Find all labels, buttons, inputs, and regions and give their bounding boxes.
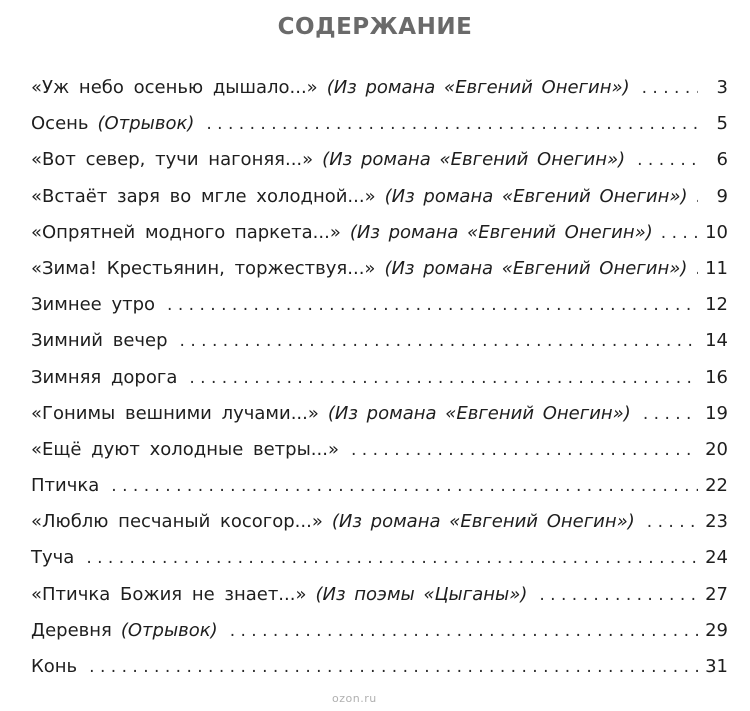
entry-page-number: 10 [705, 221, 728, 243]
toc-entry [31, 504, 728, 540]
entry-source-note: (Из романа «Евгений Онегин») [331, 511, 635, 533]
entry-source-note: (Отрывок) [97, 113, 195, 135]
entry-title: Осень [31, 113, 89, 135]
entry-source-note: (Из романа «Евгений Онегин») [326, 77, 630, 98]
table-of-contents [31, 70, 728, 685]
entry-page-number: 23 [705, 511, 728, 533]
toc-entry [31, 432, 728, 468]
dot-leader [230, 613, 698, 649]
dot-leader [539, 577, 698, 613]
dot-leader [642, 70, 698, 106]
entry-title: «Уж небо осенью дышало...» [31, 77, 318, 98]
entry-title: Птичка [31, 475, 100, 497]
entry-source-note: (Из поэмы «Цыганы») [315, 583, 528, 605]
entry-title: «Гонимы вешними лучами...» [31, 402, 319, 424]
entry-source-note: (Из романа «Евгений Онегин») [384, 185, 688, 207]
toc-entry [31, 360, 728, 396]
dot-leader [206, 106, 698, 142]
entry-page-number: 9 [716, 185, 728, 207]
dot-leader [696, 179, 698, 215]
dot-leader [180, 323, 698, 359]
entry-title: Туча [31, 547, 75, 569]
entry-title: «Птичка Божия не знает...» [31, 583, 307, 605]
toc-entry [31, 396, 728, 432]
entry-page-number: 11 [705, 257, 728, 279]
dot-leader [89, 649, 698, 685]
dot-leader [111, 468, 698, 504]
toc-entry [31, 179, 728, 215]
toc-entry [31, 577, 728, 613]
entry-page-number: 19 [705, 402, 728, 424]
dot-leader [189, 360, 698, 396]
dot-leader [351, 432, 698, 468]
entry-page-number: 6 [716, 149, 728, 171]
entry-title: «Зима! Крестьянин, торжествуя...» [31, 257, 376, 279]
entry-title: «Встаёт заря во мгле холодной...» [31, 185, 376, 207]
entry-page-number: 3 [716, 77, 728, 98]
toc-entry [31, 251, 728, 287]
entry-page-number: 14 [705, 330, 728, 352]
entry-title: Зимнее утро [31, 294, 156, 316]
entry-source-note: (Отрывок) [120, 619, 218, 641]
toc-entry [31, 142, 728, 178]
entry-page-number: 24 [705, 547, 728, 569]
entry-page-number: 16 [705, 366, 728, 388]
toc-entry [31, 540, 728, 576]
toc-entry [31, 613, 728, 649]
entry-source-note: (Из романа «Евгений Онегин») [349, 221, 653, 243]
dot-leader [86, 540, 698, 576]
entry-title: Зимняя дорога [31, 366, 178, 388]
toc-entry [31, 106, 728, 142]
toc-entry [31, 649, 728, 685]
entry-title: Конь [31, 656, 78, 677]
entry-title: «Опрятней модного паркета...» [31, 221, 341, 243]
dot-leader [637, 142, 698, 178]
entry-title: «Ещё дуют холодные ветры...» [31, 438, 339, 460]
toc-entry [31, 70, 728, 106]
toc-entry [31, 323, 728, 359]
dot-leader [167, 287, 698, 323]
dot-leader [695, 251, 698, 287]
entry-page-number: 22 [705, 475, 728, 497]
entry-page-number: 27 [705, 583, 728, 605]
entry-page-number: 29 [705, 619, 728, 641]
entry-source-note: (Из романа «Евгений Онегин») [322, 149, 626, 171]
entry-page-number: 12 [705, 294, 728, 316]
entry-title: «Вот север, тучи нагоняя...» [31, 149, 314, 171]
entry-page-number: 31 [705, 656, 728, 677]
entry-source-note: (Из романа «Евгений Онегин») [384, 257, 688, 279]
toc-entry [31, 468, 728, 504]
page-title: СОДЕРЖАНИЕ [277, 14, 473, 40]
dot-leader [661, 215, 698, 251]
watermark: ozon.ru [332, 692, 377, 705]
entry-title: Деревня [31, 619, 112, 641]
entry-title: «Люблю песчаный косогор...» [31, 511, 323, 533]
dot-leader [643, 396, 698, 432]
entry-source-note: (Из романа «Евгений Онегин») [327, 402, 631, 424]
entry-page-number: 20 [705, 438, 728, 460]
entry-page-number: 5 [716, 113, 728, 135]
dot-leader [647, 504, 698, 540]
entry-title: Зимний вечер [31, 330, 168, 352]
toc-entry [31, 215, 728, 251]
toc-entry [31, 287, 728, 323]
